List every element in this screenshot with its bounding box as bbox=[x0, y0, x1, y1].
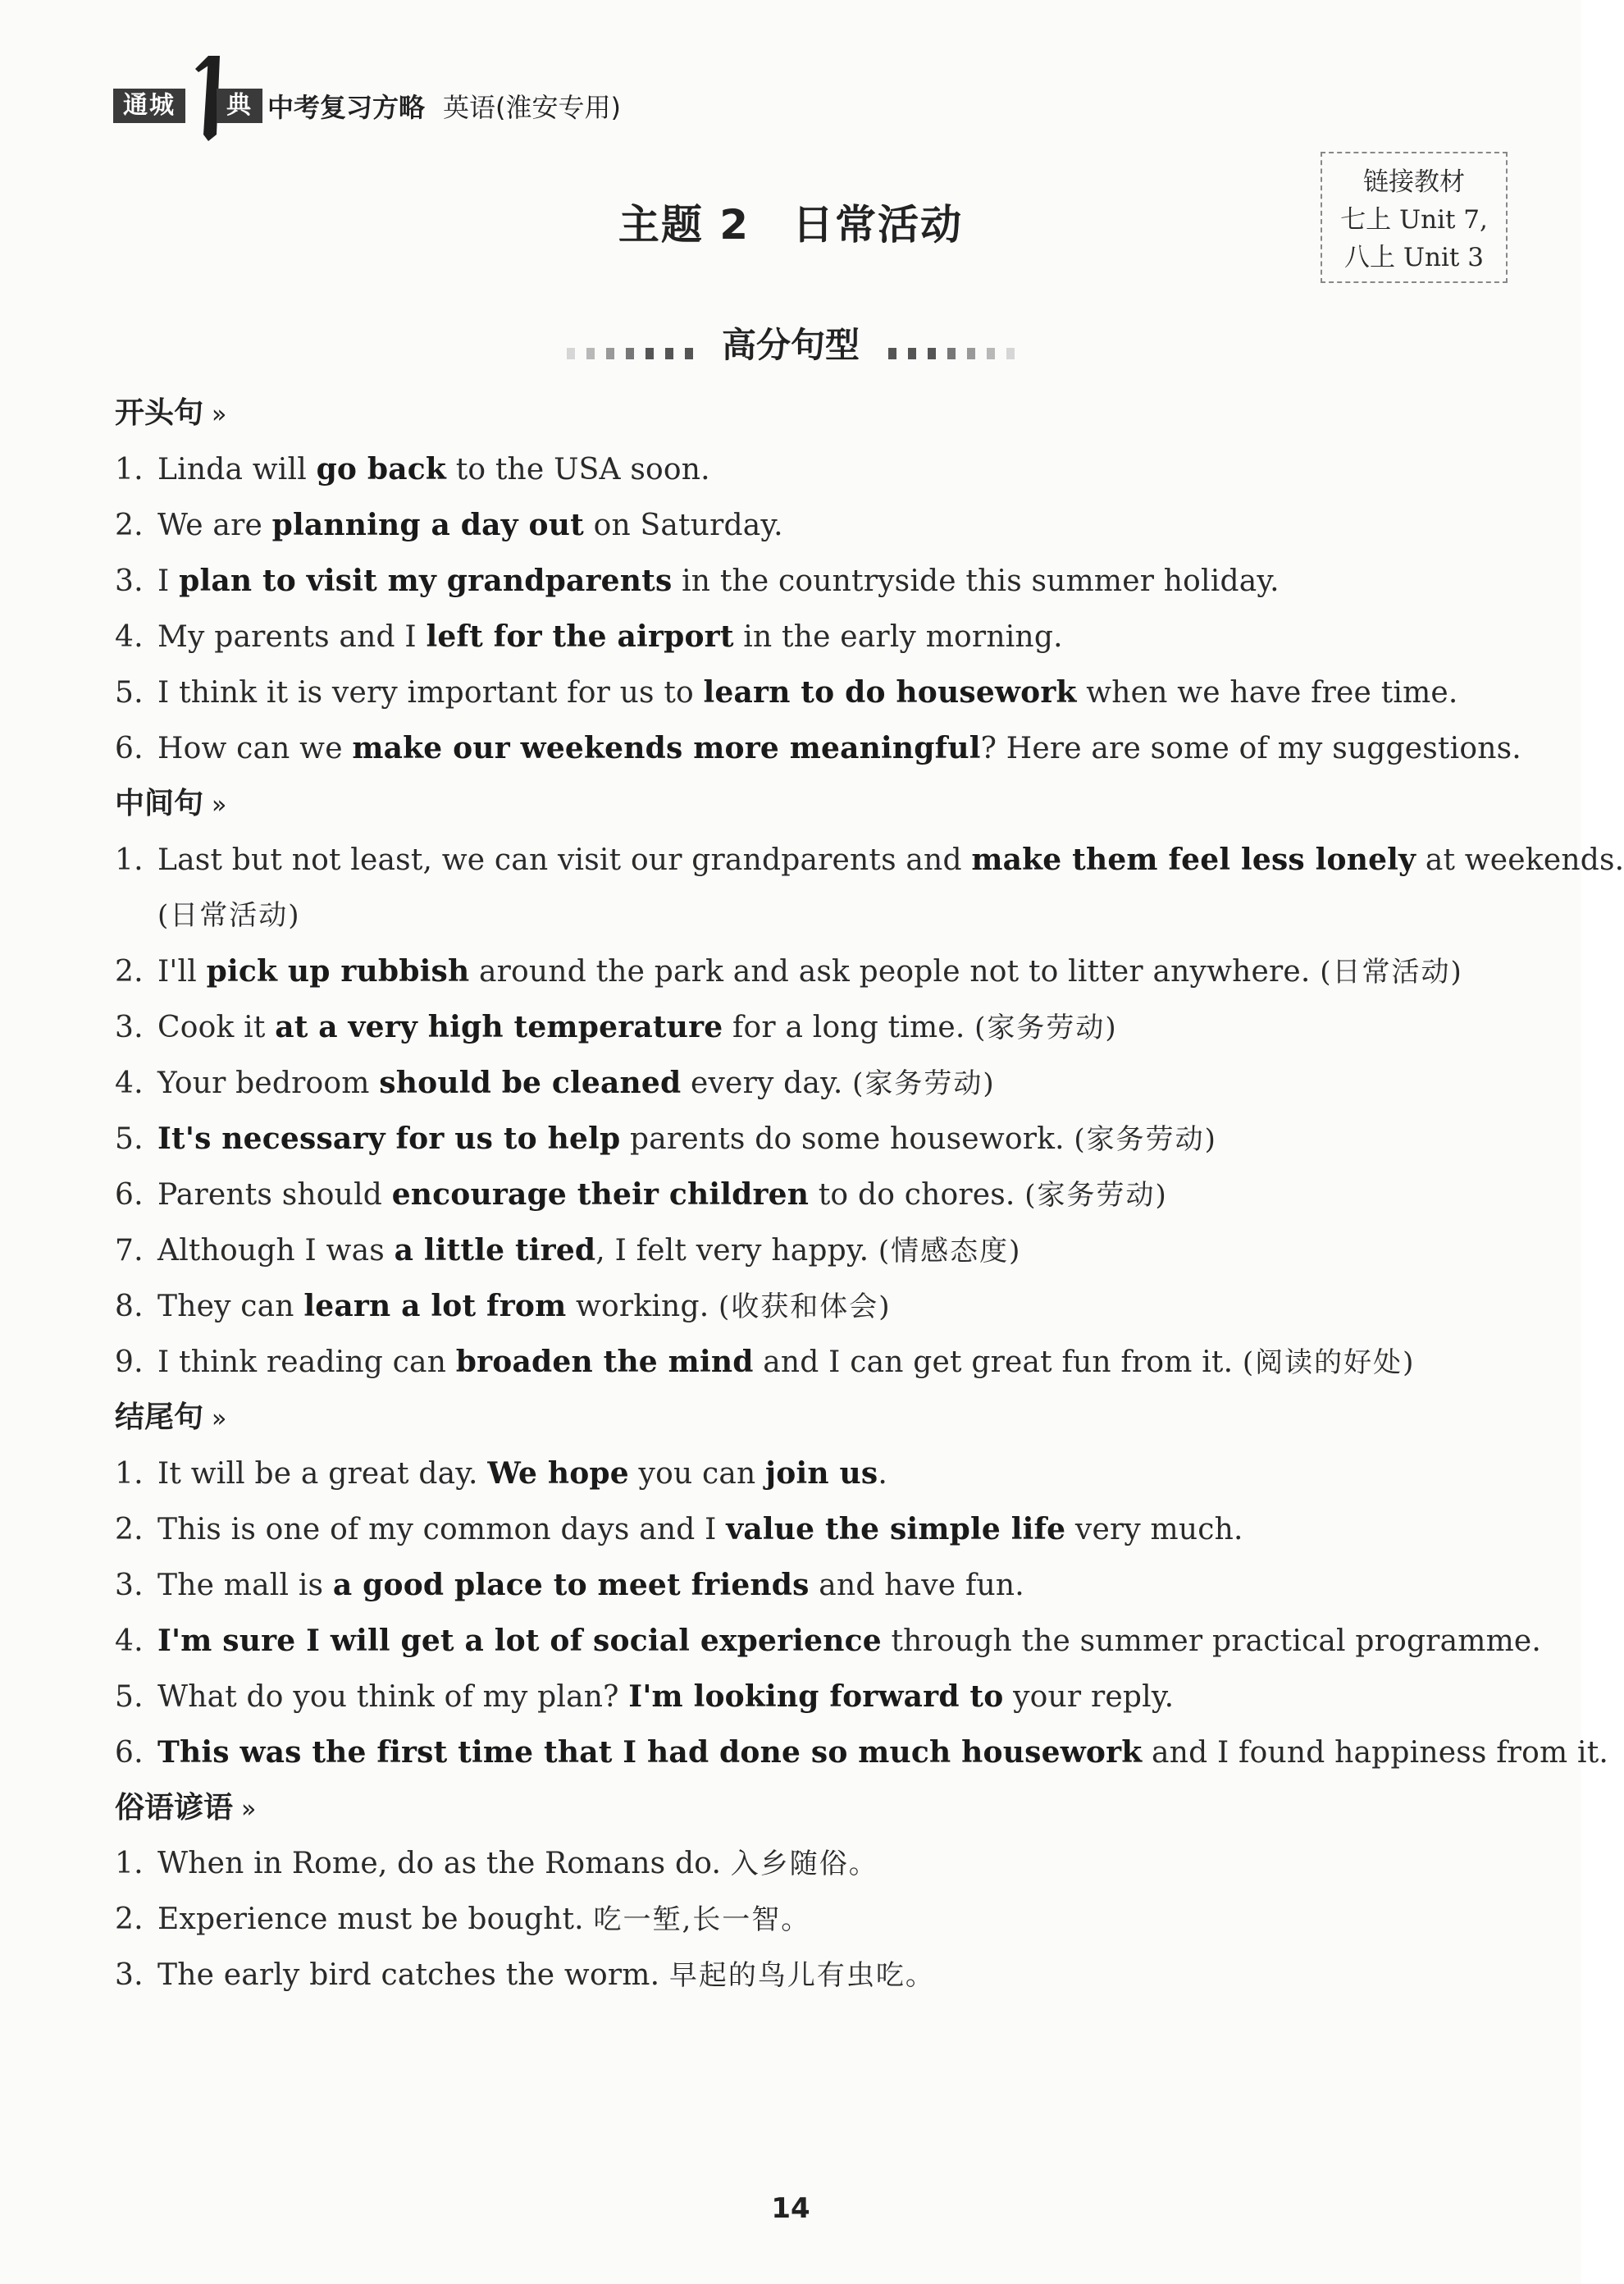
sentence-text: Linda will bbox=[157, 453, 317, 486]
category-note: (日常活动) bbox=[1320, 956, 1463, 989]
sentence-item bbox=[115, 497, 1526, 553]
item-number: 2. bbox=[115, 509, 144, 542]
item-number: 5. bbox=[115, 1680, 144, 1714]
sentence-text: when we have free time. bbox=[1076, 676, 1458, 710]
category-heading-proverbs bbox=[115, 1780, 1526, 1836]
link-box-title: 链接教材 bbox=[1363, 167, 1465, 197]
sentence-text: working. bbox=[566, 1290, 718, 1323]
sentence-item bbox=[115, 1334, 1526, 1390]
sentence-text: to the USA soon. bbox=[446, 453, 710, 486]
sentence-text: to do chores. bbox=[809, 1178, 1025, 1212]
sentence-text: Parents should bbox=[157, 1178, 392, 1212]
item-number: 3. bbox=[115, 1958, 144, 1992]
sentence-text: Experience must be bought. bbox=[157, 1903, 594, 1936]
key-phrase: pick up rubbish bbox=[206, 954, 470, 989]
key-phrase: We hope bbox=[487, 1456, 629, 1491]
sentence-text: for a long time. bbox=[723, 1011, 975, 1044]
sentence-text: Your bedroom bbox=[157, 1067, 380, 1100]
sentence-text: around the park and ask people not to litter anywhere. bbox=[469, 955, 1321, 989]
key-phrase: broaden the mind bbox=[455, 1345, 754, 1379]
sentence-item bbox=[115, 1278, 1526, 1334]
link-box-line-2: 八上 Unit 3 bbox=[1344, 243, 1484, 272]
item-number: 4. bbox=[115, 1067, 144, 1100]
sentence-item bbox=[115, 1111, 1526, 1167]
category-note: 早起的鸟儿有虫吃。 bbox=[668, 1959, 935, 1992]
svg-text:1: 1 bbox=[205, 104, 210, 112]
sentence-text: parents do some housework. bbox=[620, 1122, 1074, 1156]
key-phrase: join us bbox=[765, 1456, 878, 1491]
category-heading-middle bbox=[115, 776, 1526, 832]
item-number: 2. bbox=[115, 1903, 144, 1936]
item-number: 4. bbox=[115, 1624, 144, 1658]
sentence-item bbox=[115, 441, 1526, 497]
sentence-item bbox=[115, 1167, 1526, 1222]
key-phrase: value the simple life bbox=[726, 1512, 1066, 1546]
item-number: 3. bbox=[115, 1569, 144, 1602]
key-phrase: a little tired bbox=[394, 1233, 596, 1268]
key-phrase: It's necessary for us to help bbox=[157, 1121, 621, 1156]
item-number: 1. bbox=[115, 453, 144, 486]
category-heading-opening bbox=[115, 386, 1526, 441]
sentence-item bbox=[115, 1055, 1526, 1111]
section-title: 高分句型 bbox=[721, 325, 860, 365]
book-title-main: 中考复习方略 bbox=[267, 92, 426, 123]
sentence-item bbox=[115, 1836, 1526, 1892]
sentence-item bbox=[115, 832, 1624, 888]
double-chevron-icon: » bbox=[212, 791, 227, 820]
category-note: (收获和体会) bbox=[718, 1290, 892, 1323]
category-note: 吃一堑,长一智。 bbox=[593, 1903, 811, 1936]
item-number: 2. bbox=[115, 1513, 144, 1546]
sentence-text: and have fun. bbox=[809, 1569, 1024, 1602]
book-title bbox=[267, 87, 621, 125]
key-phrase: encourage their children bbox=[391, 1177, 810, 1212]
key-phrase: make our weekends more meaningful bbox=[352, 731, 981, 765]
category-note: (家务劳动) bbox=[974, 1012, 1118, 1044]
item-number: 1. bbox=[115, 1847, 144, 1880]
sentence-text: This is one of my common days and I bbox=[157, 1513, 727, 1546]
item-number: 9. bbox=[115, 1345, 144, 1379]
item-number: 4. bbox=[115, 620, 144, 654]
dots-left-decoration bbox=[561, 327, 699, 368]
category-label: 中间句 bbox=[115, 787, 204, 820]
category-note: (阅读的好处) bbox=[1242, 1346, 1416, 1379]
sentence-text: Last but not least, we can visit our grandparents and bbox=[157, 843, 972, 877]
sentence-text: It will be a great day. bbox=[157, 1457, 488, 1491]
book-title-sub: 英语(淮安专用) bbox=[443, 92, 621, 123]
sentence-text: . bbox=[878, 1457, 887, 1491]
item-number: 6. bbox=[115, 1736, 144, 1770]
key-phrase: go back bbox=[316, 452, 447, 486]
key-phrase: planning a day out bbox=[271, 508, 584, 542]
brand-logo-left: 通城 bbox=[113, 89, 185, 123]
sentence-item bbox=[115, 1724, 1609, 1780]
category-note: (情感态度) bbox=[878, 1235, 1022, 1268]
item-number: 1. bbox=[115, 843, 144, 877]
sentence-text: We are bbox=[157, 509, 272, 542]
sentence-item bbox=[115, 1501, 1526, 1557]
key-phrase: at a very high temperature bbox=[275, 1010, 723, 1044]
category-note: (日常活动) bbox=[157, 899, 301, 932]
category-note: (家务劳动) bbox=[852, 1067, 996, 1100]
sentence-text: I think it is very important for us to bbox=[157, 676, 704, 710]
sentence-text: I bbox=[157, 564, 180, 598]
item-number: 2. bbox=[115, 955, 144, 989]
sentence-text: , I felt very happy. bbox=[595, 1234, 878, 1268]
sentence-list bbox=[115, 386, 1624, 2003]
sentence-text: What do you think of my plan? bbox=[157, 1680, 629, 1714]
sentence-text: very much. bbox=[1065, 1513, 1243, 1546]
sentence-text: through the summer practical programme. bbox=[881, 1624, 1542, 1658]
key-phrase: should be cleaned bbox=[379, 1066, 682, 1100]
sentence-continuation bbox=[115, 888, 1526, 943]
category-label: 俗语谚语 bbox=[115, 1791, 234, 1825]
category-note: 入乡随俗。 bbox=[730, 1848, 878, 1880]
sentence-text: and I found happiness from it. bbox=[1142, 1736, 1609, 1770]
sentence-text: at weekends. bbox=[1416, 843, 1624, 877]
key-phrase: I'm sure I will get a lot of social experience bbox=[157, 1624, 882, 1658]
item-number: 3. bbox=[115, 564, 144, 598]
sentence-text: ? Here are some of my suggestions. bbox=[980, 732, 1521, 765]
category-heading-ending bbox=[115, 1390, 1526, 1446]
key-phrase: learn to do housework bbox=[703, 675, 1077, 710]
item-number: 8. bbox=[115, 1290, 144, 1323]
brand-logo-right: 典 bbox=[217, 89, 262, 123]
sentence-text: Although I was bbox=[157, 1234, 395, 1268]
sentence-item bbox=[115, 1892, 1526, 1948]
sentence-text: you can bbox=[628, 1457, 766, 1491]
key-phrase: I'm looking forward to bbox=[628, 1679, 1004, 1714]
sentence-item bbox=[115, 609, 1526, 665]
double-chevron-icon: » bbox=[212, 1405, 227, 1433]
sentence-item bbox=[115, 1557, 1526, 1613]
sentence-text: on Saturday. bbox=[583, 509, 783, 542]
category-note: (家务劳动) bbox=[1074, 1123, 1217, 1156]
key-phrase: a good place to meet friends bbox=[332, 1568, 810, 1602]
sentence-text: every day. bbox=[681, 1067, 853, 1100]
sentence-text: in the early morning. bbox=[733, 620, 1063, 654]
item-number: 5. bbox=[115, 1122, 144, 1156]
key-phrase: left for the airport bbox=[426, 619, 734, 654]
sentence-text: I'll bbox=[157, 955, 207, 989]
sentence-item bbox=[115, 720, 1526, 776]
sentence-text: When in Rome, do as the Romans do. bbox=[157, 1847, 731, 1880]
sentence-item bbox=[115, 943, 1526, 999]
sentence-text: in the countryside this summer holiday. bbox=[672, 564, 1280, 598]
topic-title: 主题 2 日常活动 bbox=[618, 201, 964, 249]
item-number: 1. bbox=[115, 1457, 144, 1491]
sentence-item bbox=[115, 553, 1526, 609]
sentence-text: Cook it bbox=[157, 1011, 276, 1044]
sentence-item bbox=[115, 1446, 1526, 1501]
sentence-text: They can bbox=[157, 1290, 304, 1323]
item-number: 6. bbox=[115, 1178, 144, 1212]
double-chevron-icon: » bbox=[241, 1795, 257, 1824]
sentence-item bbox=[115, 1669, 1526, 1724]
sentence-text: The early bird catches the worm. bbox=[157, 1958, 669, 1992]
sentence-text: My parents and I bbox=[157, 620, 427, 654]
sentence-item bbox=[115, 665, 1526, 720]
section-header bbox=[0, 318, 1581, 368]
sentence-item bbox=[115, 1222, 1526, 1278]
double-chevron-icon: » bbox=[212, 400, 227, 429]
link-box-line-1: 七上 Unit 7, bbox=[1340, 205, 1488, 235]
sentence-item bbox=[115, 1613, 1542, 1669]
category-note: (家务劳动) bbox=[1024, 1179, 1168, 1212]
dots-right-decoration bbox=[883, 327, 1020, 368]
textbook-link-box bbox=[1321, 152, 1508, 283]
sentence-text: your reply. bbox=[1003, 1680, 1175, 1714]
page-number: 14 bbox=[771, 2192, 810, 2225]
item-number: 6. bbox=[115, 732, 144, 765]
item-number: 5. bbox=[115, 676, 144, 710]
key-phrase: plan to visit my grandparents bbox=[179, 564, 673, 598]
key-phrase: make them feel less lonely bbox=[971, 843, 1416, 877]
item-number: 3. bbox=[115, 1011, 144, 1044]
sentence-item bbox=[115, 999, 1526, 1055]
book-header bbox=[113, 53, 933, 126]
sentence-text: and I can get great fun from it. bbox=[753, 1345, 1243, 1379]
item-number: 7. bbox=[115, 1234, 144, 1268]
sentence-item bbox=[115, 1948, 1526, 2003]
category-label: 开头句 bbox=[115, 396, 204, 430]
key-phrase: learn a lot from bbox=[303, 1289, 567, 1323]
key-phrase: This was the first time that I had done so much housework bbox=[157, 1735, 1143, 1770]
category-label: 结尾句 bbox=[115, 1400, 204, 1434]
sentence-text: I think reading can bbox=[157, 1345, 456, 1379]
sentence-text: The mall is bbox=[157, 1569, 333, 1602]
sentence-text: How can we bbox=[157, 732, 353, 765]
